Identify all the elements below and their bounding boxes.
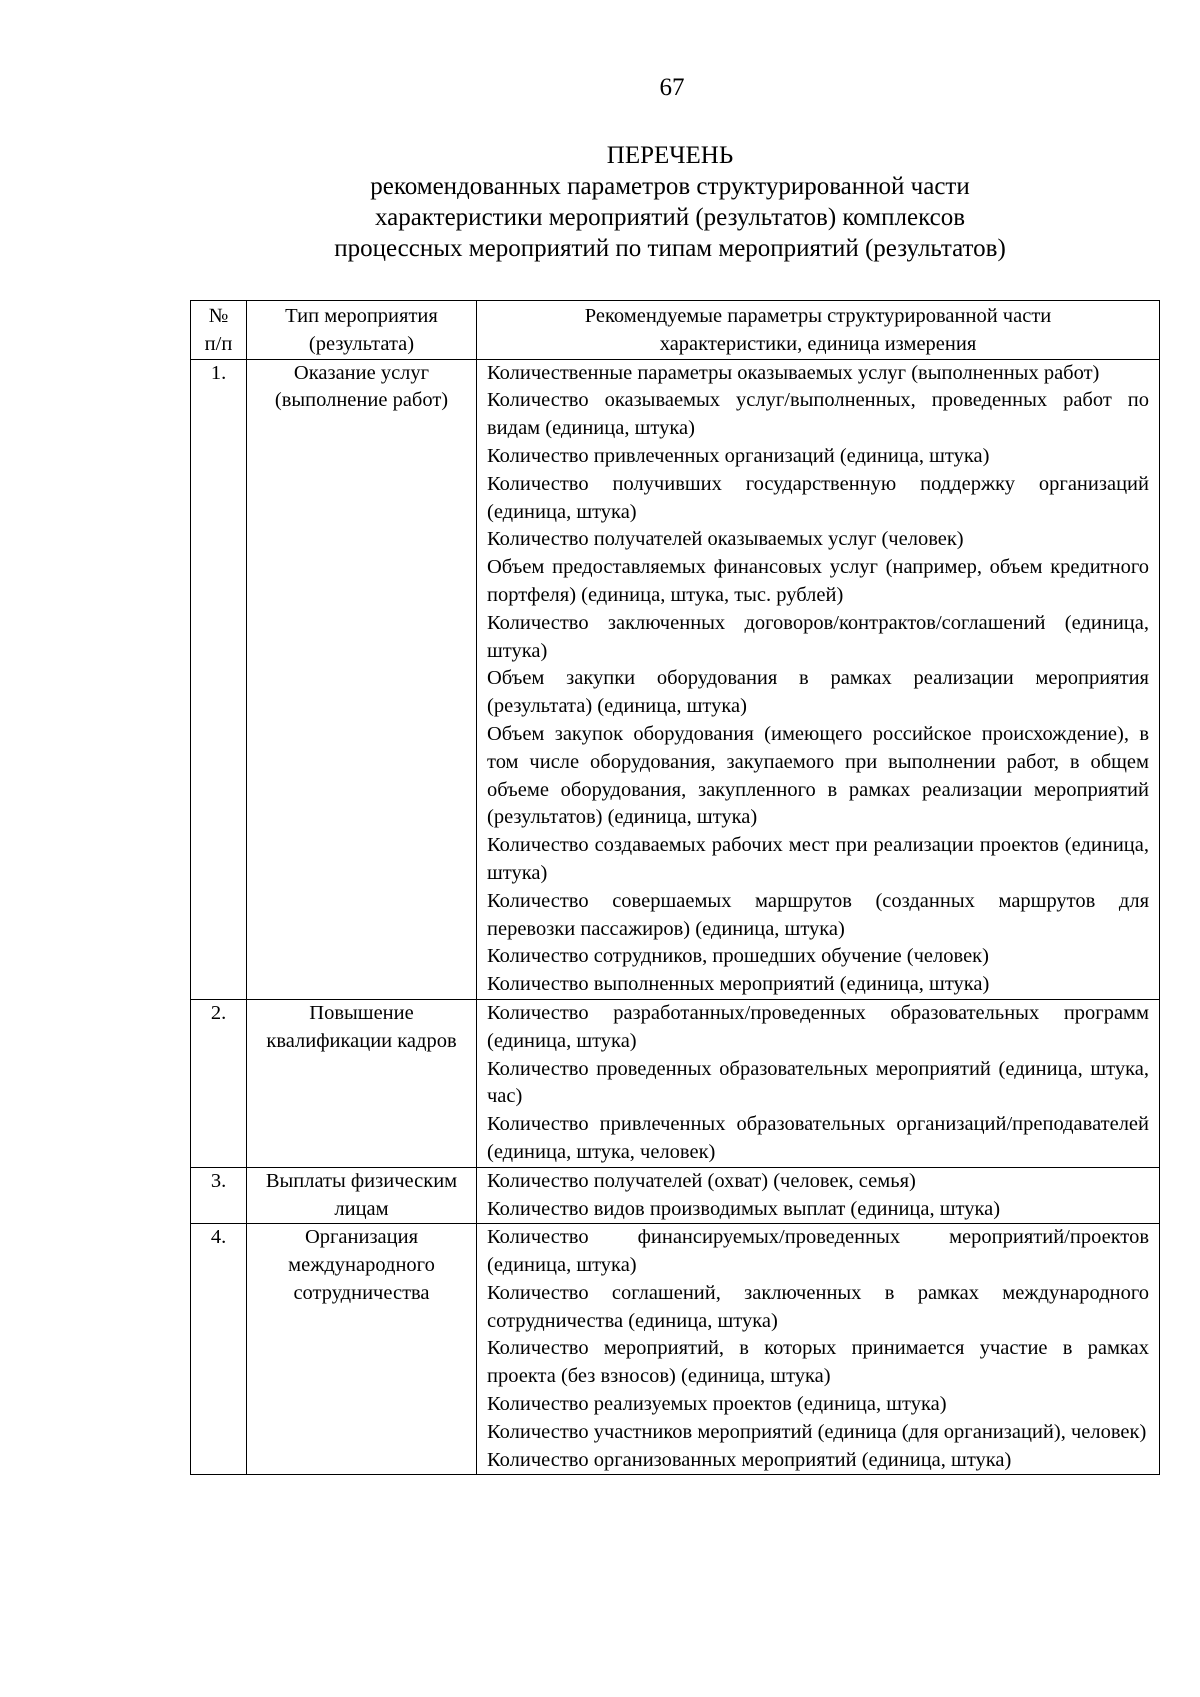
parameter-item: Количество совершаемых маршрутов (созданных маршрутов для перевозки пассажиров) (единица, штука) xyxy=(487,889,1149,940)
parameter-item: Объем предоставляемых финансовых услуг (например, объем кредитного портфеля) (единица, штука, тыс. рублей) xyxy=(487,556,1149,606)
table-body xyxy=(191,359,1160,1475)
title-heading: ПЕРЕЧЕНЬ xyxy=(606,142,734,169)
parameter-item: Количество сотрудников, прошедших обучение (человек) xyxy=(487,945,989,968)
title-line: характеристики мероприятий (результатов) комплексов xyxy=(374,204,965,231)
parameter-item: Количество оказываемых услуг/выполненных, проведенных работ по видам (единица, штука) xyxy=(487,389,1149,440)
parameter-item: Объем закупок оборудования (имеющего российское происхождение), в том числе оборудования, закупаемого при выполнении работ, в общем объеме оборудования, закупленного в рамках реализации мероприятий (результатов) (единица, штука) xyxy=(487,722,1149,829)
recommended-parameters xyxy=(477,999,1160,1167)
parameter-item: Количество соглашений, заключенных в рамках международного сотрудничества (единица, штука) xyxy=(487,1281,1149,1332)
parameter-item: Количество проведенных образовательных мероприятий (единица, штука, час) xyxy=(487,1057,1149,1108)
table-header-row xyxy=(191,301,1160,360)
title-line: рекомендованных параметров структурированной части xyxy=(370,173,970,200)
activity-type: Повышение квалификации кадров xyxy=(247,999,477,1167)
table-row xyxy=(191,1224,1160,1475)
activity-type: Выплаты физическим лицам xyxy=(247,1167,477,1224)
parameter-item: Количественные параметры оказываемых услуг (выполненных работ) xyxy=(487,361,1100,384)
parameter-item: Количество организованных мероприятий (единица, штука) xyxy=(487,1448,1012,1471)
recommended-parameters xyxy=(477,359,1160,999)
row-number: 2. xyxy=(191,999,247,1167)
parameter-item: Количество заключенных договоров/контрактов/соглашений (единица, штука) xyxy=(487,611,1149,662)
header-params: Рекомендуемые параметры структурированной части характеристики, единица измерения xyxy=(477,301,1160,360)
parameter-item: Количество получивших государственную поддержку организаций (единица, штука) xyxy=(487,472,1149,523)
document-title xyxy=(190,140,1150,264)
parameter-item: Объем закупки оборудования в рамках реализации мероприятия (результата) (единица, штука) xyxy=(487,667,1149,718)
header-num: № п/п xyxy=(191,301,247,360)
recommended-parameters xyxy=(477,1167,1160,1224)
parameter-item: Количество создаваемых рабочих мест при реализации проектов (единица, штука) xyxy=(487,834,1149,884)
title-line: процессных мероприятий по типам мероприятий (результатов) xyxy=(334,235,1006,262)
parameter-item: Количество получателей оказываемых услуг (человек) xyxy=(487,528,964,551)
table-row xyxy=(191,999,1160,1167)
parameter-item: Количество получателей (охват) (человек, семья) xyxy=(487,1169,916,1192)
activity-type: Оказание услуг (выполнение работ) xyxy=(247,359,477,999)
recommended-parameters xyxy=(477,1224,1160,1475)
parameter-item: Количество финансируемых/проведенных мероприятий/проектов (единица, штука) xyxy=(487,1226,1149,1277)
row-number: 1. xyxy=(191,359,247,999)
parameters-table xyxy=(190,300,1160,1475)
page-number: 67 xyxy=(659,74,685,101)
parameter-item: Количество привлеченных организаций (единица, штука) xyxy=(487,444,990,467)
parameter-item: Количество мероприятий, в которых принимается участие в рамках проекта (без взносов) (единица, штука) xyxy=(487,1337,1149,1388)
parameter-item: Количество видов производимых выплат (единица, штука) xyxy=(487,1197,1001,1220)
parameter-item: Количество реализуемых проектов (единица, штука) xyxy=(487,1393,947,1416)
table-row xyxy=(191,1167,1160,1224)
parameter-item: Количество выполненных мероприятий (единица, штука) xyxy=(487,973,990,996)
parameter-item: Количество разработанных/проведенных образовательных программ (единица, штука) xyxy=(487,1001,1149,1052)
row-number: 3. xyxy=(191,1167,247,1224)
parameter-item: Количество участников мероприятий (единица (для организаций), человек) xyxy=(487,1420,1147,1443)
activity-type: Организация международного сотрудничества xyxy=(247,1224,477,1475)
header-type: Тип мероприятия (результата) xyxy=(247,301,477,360)
parameter-item: Количество привлеченных образовательных организаций/преподавателей (единица, штука, человек) xyxy=(487,1113,1149,1163)
row-number: 4. xyxy=(191,1224,247,1475)
table-row xyxy=(191,359,1160,999)
